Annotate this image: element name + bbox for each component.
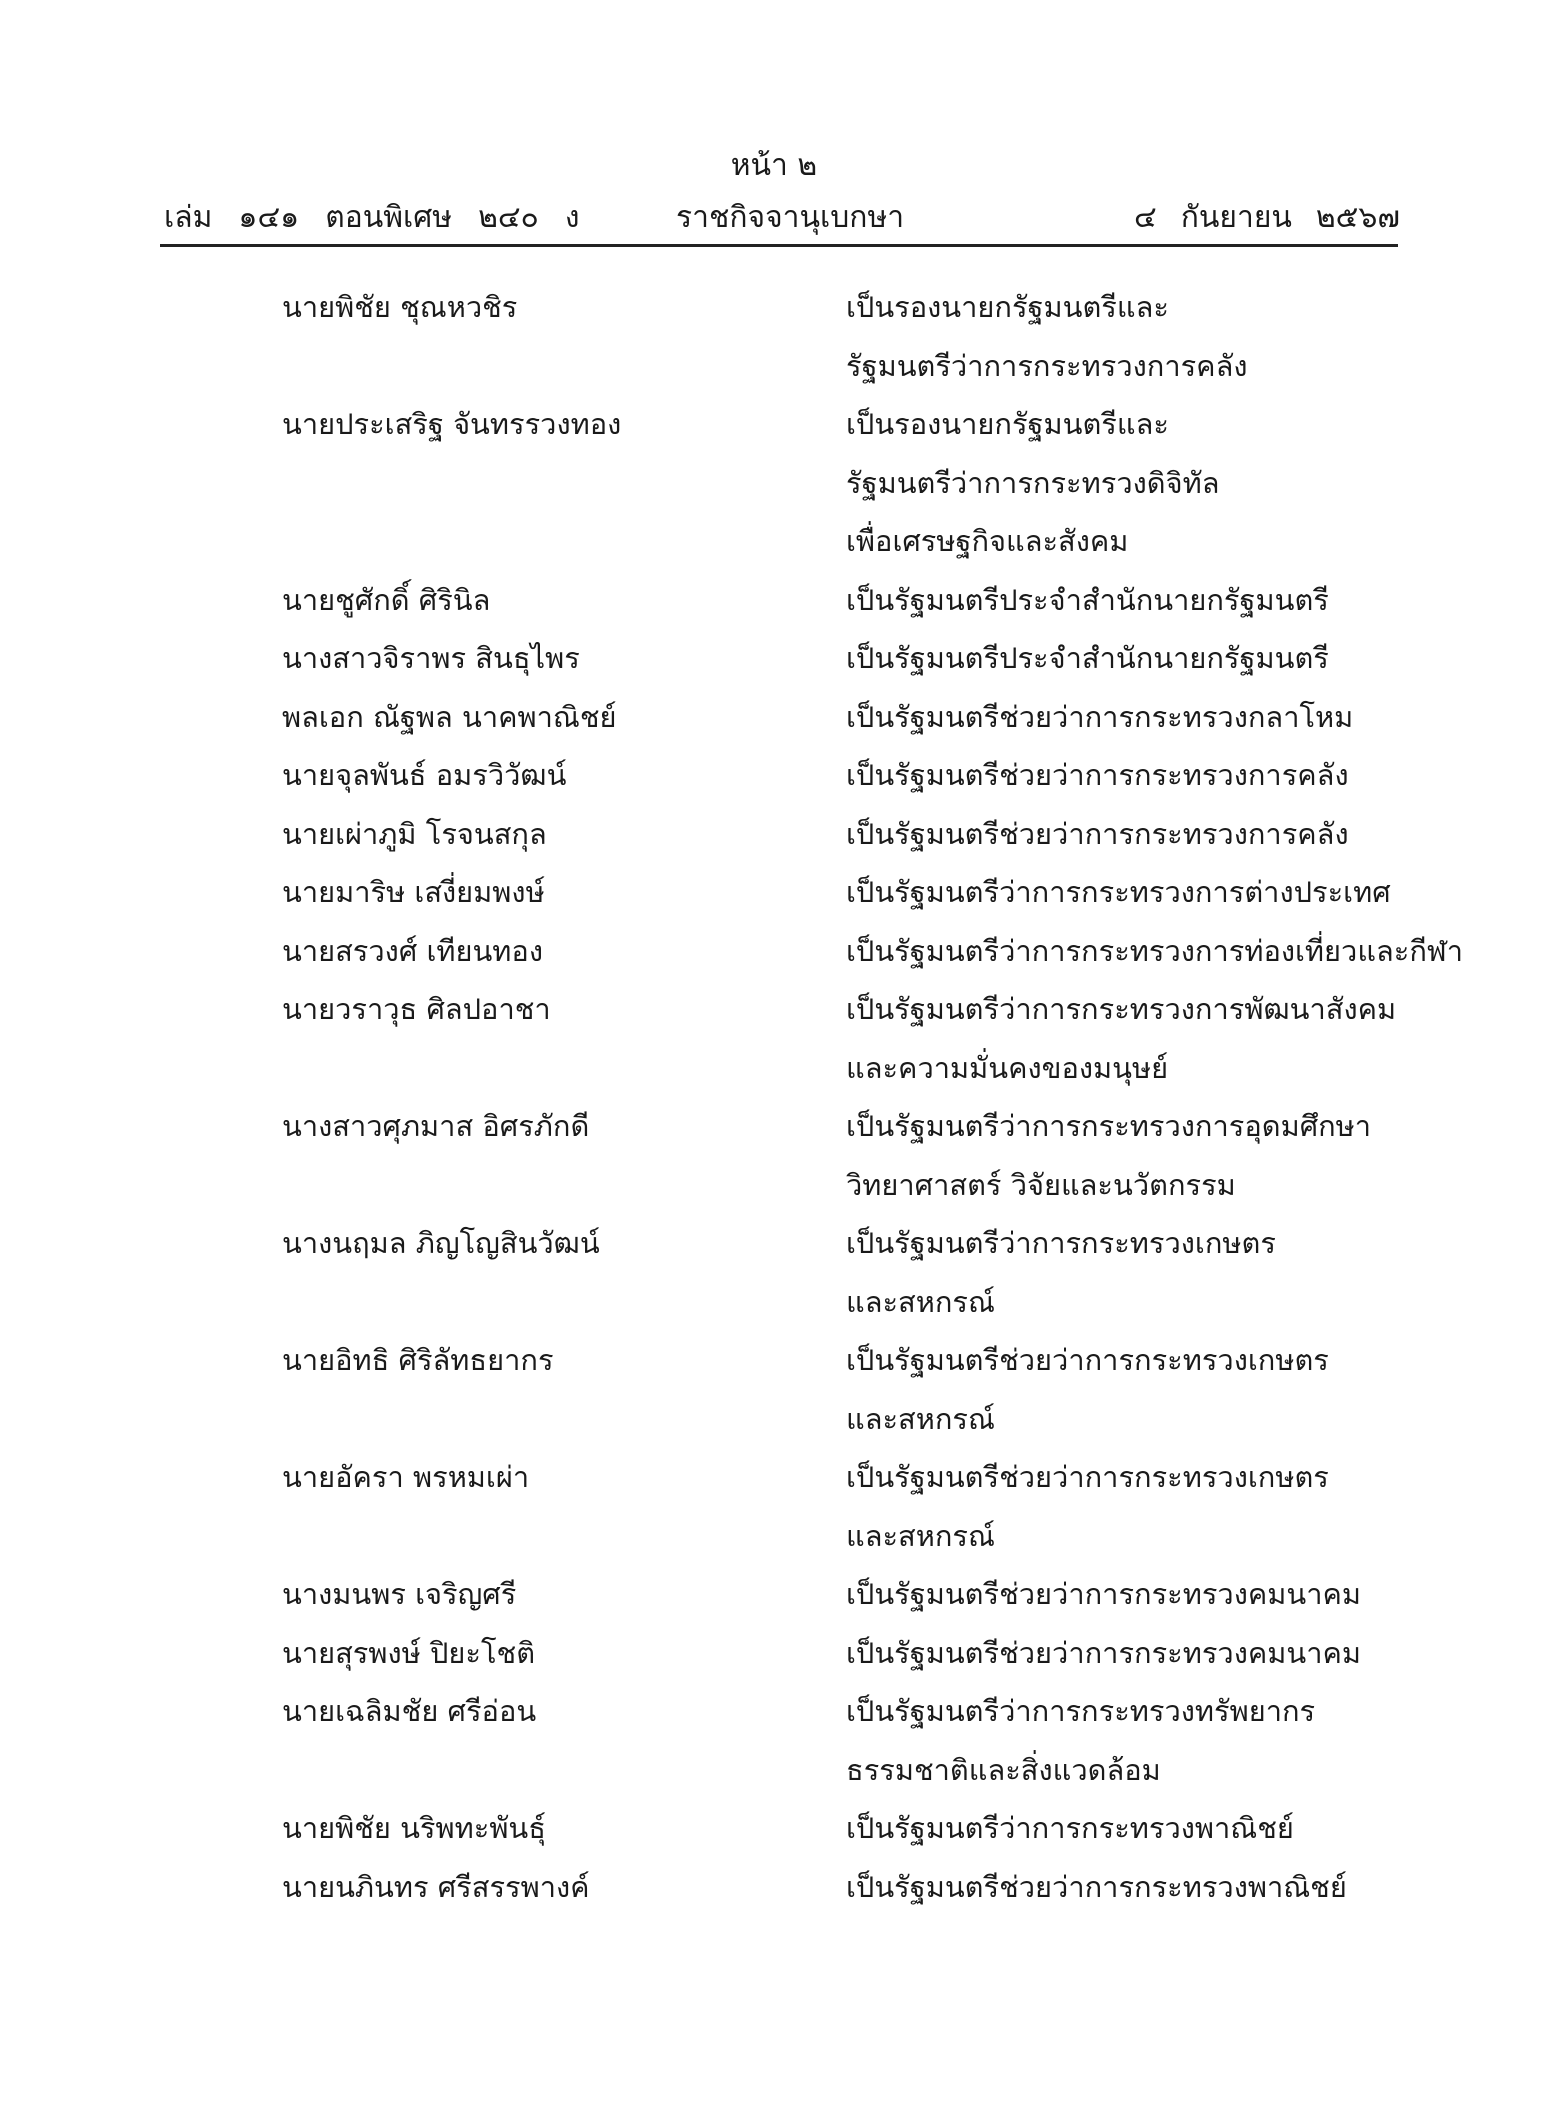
appointee-name: นายจุลพันธ์ อมรวิวัฒน์ [282, 758, 567, 792]
appointee-name: นางสาวศุภมาส อิศรภักดี [282, 1109, 590, 1143]
position-title [846, 1448, 1548, 1565]
appointment-entry [0, 1565, 1548, 1624]
appointee-name: นายเฉลิมชัย ศรีอ่อน [282, 1694, 537, 1728]
appointment-entry [0, 1682, 1548, 1799]
position-line: ธรรมชาติและสิ่งแวดล้อม [846, 1752, 1161, 1787]
position-title [846, 1858, 1548, 1917]
appointee-name: นางนฤมล ภิญโญสินวัฒน์ [282, 1226, 600, 1260]
appointment-entry [0, 805, 1548, 864]
appointment-list [0, 278, 1548, 1916]
appointee-name: นางมนพร เจริญศรี [282, 1577, 517, 1611]
position-line: เป็นรัฐมนตรีช่วยว่าการกระทรวงกลาโหม [846, 699, 1354, 734]
position-title [846, 571, 1548, 630]
issue-label: ตอนพิเศษ [325, 200, 453, 235]
position-line: และความมั่นคงของมนุษย์ [846, 1050, 1169, 1085]
appointment-entry [0, 395, 1548, 571]
position-title [846, 629, 1548, 688]
position-title [846, 688, 1548, 747]
issue-number: ๒๔๐ [478, 200, 539, 235]
publication-title: ราชกิจจานุเบกษา [676, 200, 905, 235]
position-title [846, 278, 1548, 395]
appointment-entry [0, 571, 1548, 630]
appointment-entry [0, 746, 1548, 805]
header-divider [160, 244, 1398, 247]
position-line: เป็นรัฐมนตรีช่วยว่าการกระทรวงเกษตร [846, 1343, 1329, 1377]
position-title [846, 1214, 1548, 1331]
position-line: เป็นรัฐมนตรีว่าการกระทรวงการต่างประเทศ [846, 875, 1391, 909]
position-title [846, 1799, 1548, 1858]
position-line: และสหกรณ์ [846, 1284, 995, 1319]
position-line: เป็นรัฐมนตรีช่วยว่าการกระทรวงคมนาคม [846, 1635, 1362, 1670]
position-title [846, 1565, 1548, 1624]
appointee-name: นายสรวงศ์ เทียนทอง [282, 933, 543, 968]
position-line: เป็นรัฐมนตรีว่าการกระทรวงเกษตร [846, 1226, 1276, 1260]
appointment-entry [0, 1331, 1548, 1448]
appointee-name: นายสุรพงษ์ ปิยะโชติ [282, 1635, 536, 1670]
appointee-name: นายพิชัย นริพทะพันธุ์ [282, 1811, 546, 1845]
position-line: วิทยาศาสตร์ วิจัยและนวัตกรรม [846, 1167, 1236, 1202]
appointment-entry [0, 863, 1548, 922]
date-year: ๒๕๖๗ [1315, 200, 1400, 235]
position-title [846, 746, 1548, 805]
appointee-name: นายอัครา พรหมเผ่า [282, 1460, 530, 1494]
appointee-name: นายประเสริฐ จันทรรวงทอง [282, 407, 622, 441]
position-line: เป็นรองนายกรัฐมนตรีและ [846, 290, 1169, 324]
position-title [846, 395, 1548, 571]
position-line: เป็นรัฐมนตรีว่าการกระทรวงการพัฒนาสังคม [846, 992, 1397, 1026]
position-line: เพื่อเศรษฐกิจและสังคม [846, 524, 1129, 558]
position-line: เป็นรัฐมนตรีช่วยว่าการกระทรวงคมนาคม [846, 1577, 1362, 1611]
position-line: เป็นรัฐมนตรีช่วยว่าการกระทรวงพาณิชย์ [846, 1869, 1347, 1904]
position-title [846, 863, 1548, 922]
position-line: เป็นรัฐมนตรีว่าการกระทรวงพาณิชย์ [846, 1811, 1294, 1845]
appointee-name: นายอิทธิ ศิริลัทธยากร [282, 1343, 554, 1377]
volume-label: เล่ม [164, 200, 213, 235]
date-day: ๔ [1134, 200, 1157, 235]
date-month: กันยายน [1180, 200, 1292, 235]
appointee-name: นายนภินทร ศรีสรรพางค์ [282, 1869, 590, 1904]
position-line: เป็นรัฐมนตรีประจำสำนักนายกรัฐมนตรี [846, 582, 1329, 617]
position-line: รัฐมนตรีว่าการกระทรวงการคลัง [846, 348, 1248, 383]
publication-date [1110, 194, 1400, 238]
appointment-entry [0, 1448, 1548, 1565]
appointee-name: นายพิชัย ชุณหวชิร [282, 290, 518, 324]
appointment-entry [0, 1799, 1548, 1858]
position-line: เป็นรัฐมนตรีว่าการกระทรวงการอุดมศึกษา [846, 1109, 1372, 1143]
position-line: และสหกรณ์ [846, 1401, 995, 1436]
position-title [846, 922, 1548, 981]
appointment-entry [0, 1624, 1548, 1683]
position-line: เป็นรัฐมนตรีช่วยว่าการกระทรวงการคลัง [846, 816, 1349, 851]
position-line: เป็นรัฐมนตรีช่วยว่าการกระทรวงเกษตร [846, 1460, 1329, 1494]
position-line: เป็นรัฐมนตรีประจำสำนักนายกรัฐมนตรี [846, 641, 1329, 675]
position-title [846, 1682, 1548, 1799]
volume-info [164, 194, 606, 238]
position-title [846, 1331, 1548, 1448]
position-line: เป็นรัฐมนตรีว่าการกระทรวงการท่องเที่ยวและกีฬา [846, 933, 1464, 968]
appointee-name: นายมาริษ เสงี่ยมพงษ์ [282, 875, 545, 909]
position-title [846, 1097, 1548, 1214]
position-line: และสหกรณ์ [846, 1518, 995, 1553]
appointment-entry [0, 1097, 1548, 1214]
appointee-name: นายวราวุธ ศิลปอาชา [282, 992, 551, 1026]
position-title [846, 1624, 1548, 1683]
position-line: รัฐมนตรีว่าการกระทรวงดิจิทัล [846, 465, 1220, 500]
position-title [846, 980, 1548, 1097]
appointment-entry [0, 980, 1548, 1097]
appointee-name: นายเผ่าภูมิ โรจนสกุล [282, 816, 547, 851]
appointment-entry [0, 278, 1548, 395]
appointment-entry [0, 922, 1548, 981]
appointee-name: นางสาวจิราพร สินธุไพร [282, 641, 580, 675]
appointment-entry [0, 1214, 1548, 1331]
appointment-entry [0, 1858, 1548, 1917]
position-line: เป็นรัฐมนตรีช่วยว่าการกระทรวงการคลัง [846, 758, 1349, 792]
position-title [846, 805, 1548, 864]
position-line: เป็นรัฐมนตรีว่าการกระทรวงทรัพยากร [846, 1694, 1316, 1728]
position-line: เป็นรองนายกรัฐมนตรีและ [846, 407, 1169, 441]
appointee-name: นายชูศักดิ์ ศิรินิล [282, 582, 491, 617]
page-number: หน้า ๒ [730, 148, 818, 183]
appointment-entry [0, 629, 1548, 688]
issue-section: ง [564, 200, 580, 235]
appointee-name: พลเอก ณัฐพล นาคพาณิชย์ [282, 699, 617, 734]
volume-number: ๑๔๑ [238, 200, 300, 235]
appointment-entry [0, 688, 1548, 747]
